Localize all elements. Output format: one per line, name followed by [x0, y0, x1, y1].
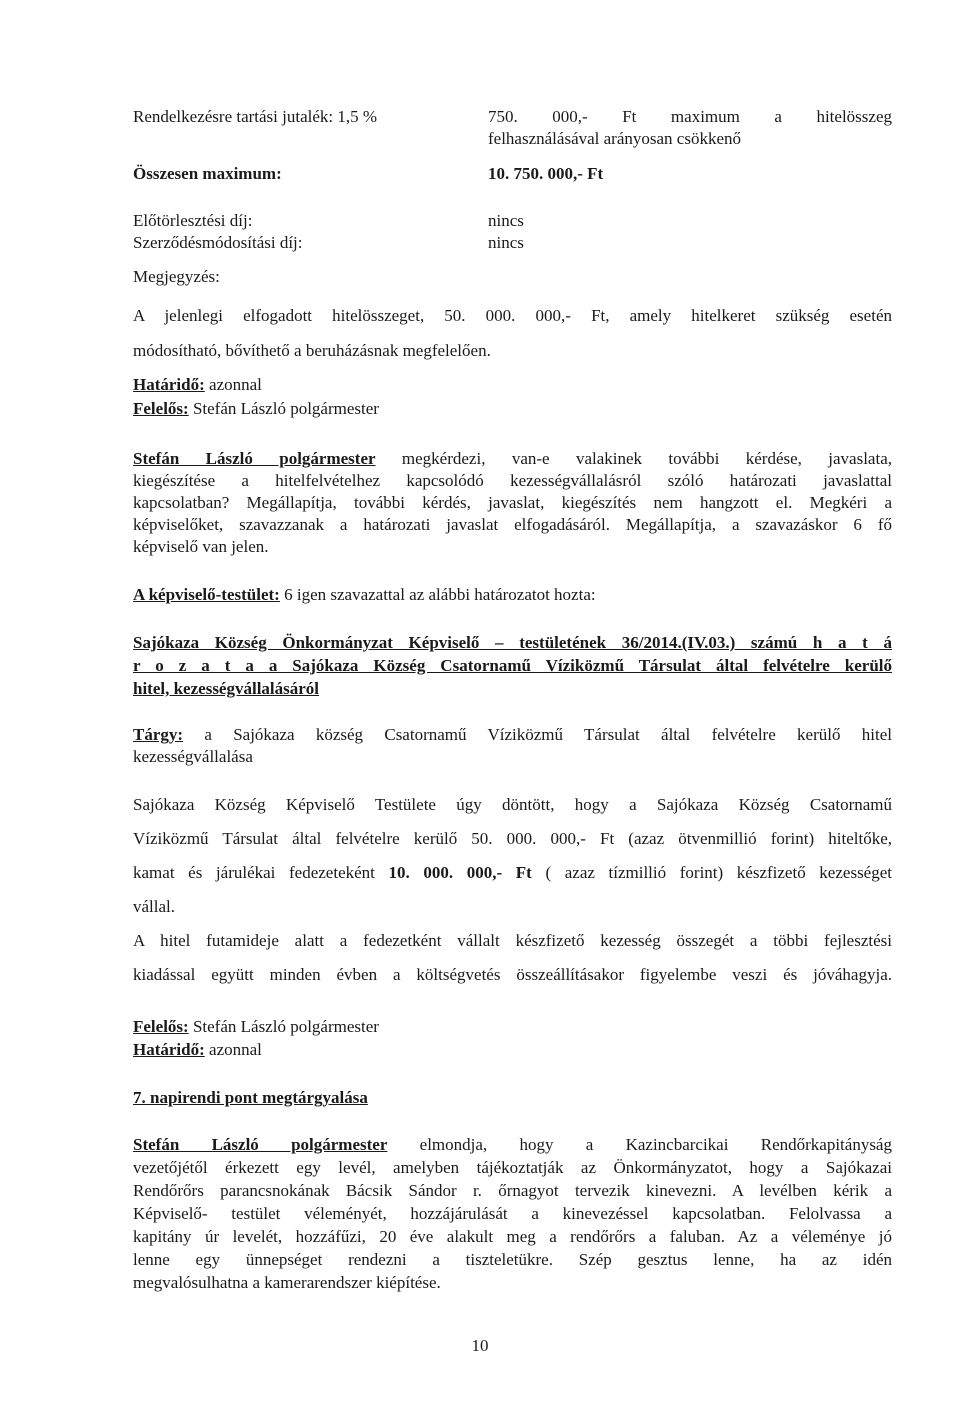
- resolution-title-line2: r o z a t a a Sajókaza Község Csatornamű Víziközmű Társulat által felvételre kerülő: [133, 656, 892, 675]
- police-para-line6: lenne egy ünnepséget rendezni a tiszteletükre. Szép gesztus lenne, ha az idén: [133, 1250, 892, 1269]
- police-para-line3: Rendőrőrs parancsnokának Bácsik Sándor r. őrnagyot tervezik kinevezni. A levélben kérik a: [133, 1181, 892, 1200]
- decision-line5: A hitel futamideje alatt a fedezetként vállalt készfizető kezesség összegét a többi fejlesztési: [133, 931, 892, 950]
- resolution-title-line3: hitel, kezességvállalásáról: [133, 679, 320, 698]
- total-max-value: 10. 750. 000,- Ft: [488, 164, 604, 183]
- decision-line3: kamat és járulékai fedezeteként 10. 000. 000,- Ft ( azaz tízmillió forint) készfizető kezességet: [133, 863, 892, 882]
- resolution-title-line1: Sajókaza Község Önkormányzat Képviselő – testületének 36/2014.(IV.03.) számú h a t á: [133, 633, 892, 652]
- deadline-line: [133, 374, 262, 395]
- responsible-value-2: Stefán László polgármester: [188, 1017, 379, 1036]
- deadline-label: Határidő:: [133, 375, 205, 394]
- reserve-fee-value-line1: 750. 000,- Ft maximum a hitelösszeg: [488, 107, 892, 126]
- note-line2: módosítható, bővíthető a beruházásnak megfelelően.: [133, 341, 491, 360]
- responsible-line-2: [133, 1016, 379, 1037]
- guarantee-amount: 10. 000. 000,- Ft: [388, 863, 532, 882]
- mayor-para-line4: képviselőket, szavazzanak a határozati javaslat elfogadásáról. Megállapítja, a szavazáskor 6 fő: [133, 515, 892, 534]
- page-number: 10: [471, 1336, 489, 1355]
- modification-fee-value: nincs: [488, 233, 524, 252]
- prepayment-fee-value: nincs: [488, 211, 524, 230]
- note-line1: A jelenlegi elfogadott hitelösszeget, 50. 000. 000,- Ft, amely hitelkeret szükség esetén: [133, 306, 892, 325]
- police-para-line5: kapitány úr levelét, hozzáfűzi, 20 éve alakult meg a rendőrőrs a faluban. Az a véleménye jó: [133, 1227, 892, 1246]
- deadline-value-2: azonnal: [204, 1040, 262, 1059]
- total-max-label: Összesen maximum:: [133, 164, 282, 183]
- mayor-para-line2: kiegészítése a hitelfelvételhez kapcsolódó kezességvállalásról szóló határozati javaslattal: [133, 471, 892, 490]
- police-para-line2: vezetőjétől érkezett egy levél, amelyben tájékoztatják az Önkormányzatot, hogy a Sajókazai: [133, 1158, 892, 1177]
- deadline-label-2: Határidő:: [133, 1040, 205, 1059]
- deadline-line-2: [133, 1039, 262, 1060]
- responsible-line: [133, 398, 379, 419]
- responsible-label-2: Felelős:: [133, 1017, 189, 1036]
- note-label: Megjegyzés:: [133, 267, 220, 286]
- mayor-name: Stefán László polgármester: [133, 449, 376, 468]
- decision-line2: Víziközmű Társulat által felvételre kerülő 50. 000. 000,- Ft (azaz ötvenmillió forint) hiteltőke,: [133, 829, 892, 848]
- police-para-line4: Képviselő- testület véleményét, hozzájárulását a kinevezéssel kapcsolatban. Felolvassa a: [133, 1204, 892, 1223]
- responsible-value: Stefán László polgármester: [188, 399, 379, 418]
- subject-line2: kezességvállalása: [133, 747, 253, 766]
- deadline-value: azonnal: [204, 375, 262, 394]
- mayor-para-line1: Stefán László polgármester megkérdezi, van-e valakinek további kérdése, javaslata,: [133, 449, 892, 468]
- mayor-para-line3: kapcsolatban? Megállapítja, további kérdés, javaslat, kiegészítés nem hangzott el. Megkéri a: [133, 493, 892, 512]
- vote-line: A képviselő-testület: 6 igen szavazattal az alábbi határozatot hozta:: [133, 585, 596, 604]
- mayor-para-line5: képviselő van jelen.: [133, 537, 269, 556]
- vote-label: A képviselő-testület:: [133, 585, 280, 604]
- agenda-heading: 7. napirendi pont megtárgyalása: [133, 1088, 368, 1107]
- reserve-fee-label: Rendelkezésre tartási jutalék: 1,5 %: [133, 107, 378, 126]
- reserve-fee-value-line2: felhasználásával arányosan csökkenő: [488, 129, 741, 148]
- subject-label: Tárgy:: [133, 725, 184, 744]
- police-para-line7: megvalósulhatna a kamerarendszer kiépítése.: [133, 1273, 441, 1292]
- modification-fee-label: Szerződésmódosítási díj:: [133, 233, 303, 252]
- decision-line1: Sajókaza Község Képviselő Testülete úgy döntött, hogy a Sajókaza Község Csatornamű: [133, 795, 892, 814]
- mayor-name-2: Stefán László polgármester: [133, 1135, 388, 1154]
- responsible-label: Felelős:: [133, 399, 189, 418]
- subject-line1: Tárgy: a Sajókaza község Csatornamű Víziközmű Társulat által felvételre kerülő hitel: [133, 725, 892, 744]
- decision-line4: vállal.: [133, 897, 176, 916]
- decision-line6: kiadással együtt minden évben a költségvetés összeállításakor figyelembe veszi és jóváhagyja.: [133, 965, 892, 984]
- prepayment-fee-label: Előtörlesztési díj:: [133, 211, 253, 230]
- police-para-line1: Stefán László polgármester elmondja, hogy a Kazincbarcikai Rendőrkapitányság: [133, 1135, 892, 1154]
